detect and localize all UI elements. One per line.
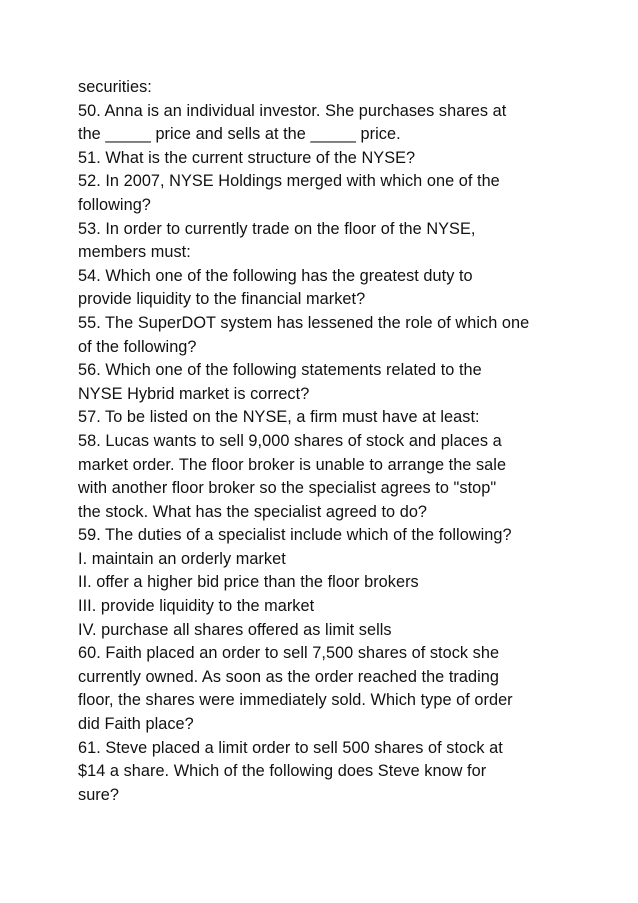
- text-line: market order. The floor broker is unable to arrange the sale: [78, 455, 507, 474]
- text-line: sure?: [78, 785, 119, 804]
- text-line: 56. Which one of the following statements related to the: [78, 361, 482, 380]
- text-line: did Faith place?: [78, 715, 194, 734]
- text-line: following?: [78, 195, 151, 214]
- text-line: 54. Which one of the following has the greatest duty to: [78, 266, 473, 285]
- text-line: 60. Faith placed an order to sell 7,500 shares of stock she: [78, 644, 500, 663]
- text-line: provide liquidity to the financial market?: [78, 290, 366, 309]
- text-line: IV. purchase all shares offered as limit sells: [78, 620, 392, 639]
- text-line: floor, the shares were immediately sold. Which type of order: [78, 691, 513, 710]
- text-line: 55. The SuperDOT system has lessened the role of which one: [78, 313, 530, 332]
- text-line: NYSE Hybrid market is correct?: [78, 384, 310, 403]
- text-line: III. provide liquidity to the market: [78, 597, 315, 616]
- text-line: with another floor broker so the specialist agrees to "stop": [78, 479, 497, 498]
- text-line: 58. Lucas wants to sell 9,000 shares of stock and places a: [78, 431, 502, 450]
- text-line: the stock. What has the specialist agreed to do?: [78, 502, 428, 521]
- text-line: 53. In order to currently trade on the floor of the NYSE,: [78, 219, 476, 238]
- text-line: 57. To be listed on the NYSE, a firm must have at least:: [78, 408, 480, 427]
- text-line: $14 a share. Which of the following does Steve know for: [78, 762, 487, 781]
- text-line: of the following?: [78, 337, 197, 356]
- text-line: 50. Anna is an individual investor. She purchases shares at: [78, 101, 507, 120]
- text-line: II. offer a higher bid price than the floor brokers: [78, 573, 419, 592]
- text-line: the _____ price and sells at the _____ price.: [78, 125, 401, 144]
- text-line: 61. Steve placed a limit order to sell 500 shares of stock at: [78, 738, 503, 757]
- text-line: currently owned. As soon as the order reached the trading: [78, 667, 499, 686]
- text-line: 59. The duties of a specialist include which of the following?: [78, 526, 512, 545]
- document-text: [78, 76, 598, 807]
- text-line: members must:: [78, 243, 191, 262]
- text-line: I. maintain an orderly market: [78, 549, 286, 568]
- text-line: 52. In 2007, NYSE Holdings merged with which one of the: [78, 172, 500, 191]
- text-line: securities:: [78, 78, 152, 96]
- text-line: 51. What is the current structure of the NYSE?: [78, 148, 416, 167]
